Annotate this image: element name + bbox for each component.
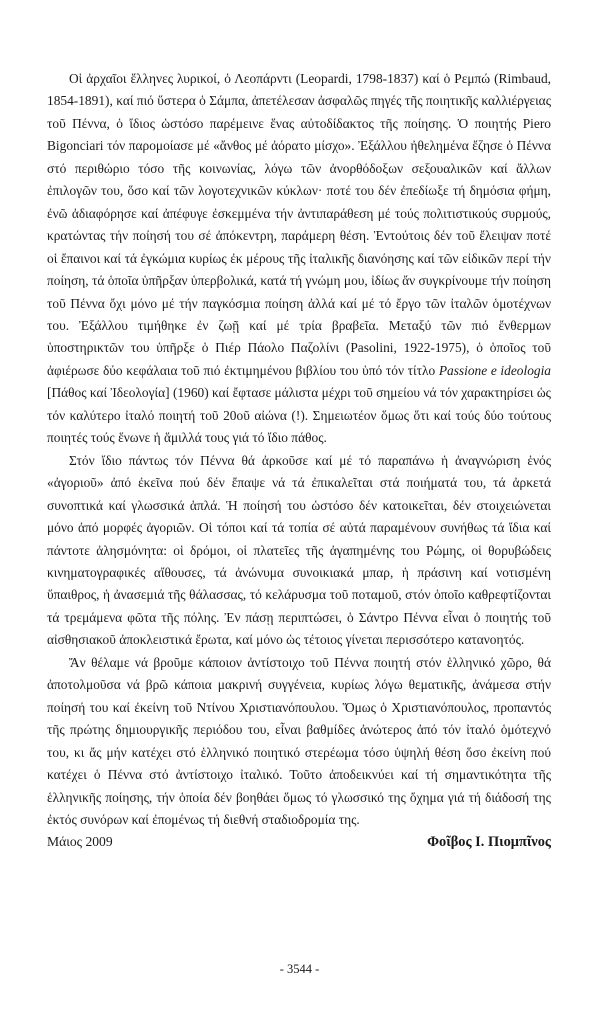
book-title-italic: Passione e ideologia	[438, 362, 551, 378]
paragraph-2: Στόν ἴδιο πάντως τόν Πέννα θά ἀρκοῦσε καί μέ τό παραπάνω ἡ ἀναγνώριση ἑνός «ἀγοριοῦ» ἀπό ἐκεῖνα πού δέν ἔπαψε νά τά ἐπικαλεῖται στά ποιήματά του, τά ἀρκετά συνοπτικά καί γλωσσικά ἁπλά. Ἡ ποίησή του ὡστόσο δέν κατοικεῖται, δέν στοιχειώνεται μόνο ἀπό μορφές ἀγοριῶν. Οἱ τόποι καί τά τοπία σέ αὐτά παραμένουν συνήθως τά ἴδια καί πάντοτε ἀλησμόνητα: οἱ δρόμοι, οἱ πλατεῖες τῆς ἀγαπημένης του Ρώμης, οἱ θορυβώδεις κινηματογραφικές αἴθουσες, τά ἀνώνυμα συνοικιακά μπαρ, ἡ πράσινη καί νοτισμένη ὕπαιθρος, ἡ ἀνασεμιά τῆς θάλασσας, τό κελάρυσμα τοῦ ποταμοῦ, στόν ὁποῖο καθρεφτίζονται τά τρεμάμενα φῶτα τῆς πόλης. Ἐν πάσῃ περιπτώσει, ὁ Σάντρο Πέννα εἶναι ὁ ποιητής τοῦ αἰσθησιακοῦ ἀποκλειστικά ἔρωτα, καί μόνο ὡς τέτοιος γίνεται περισσότερο κατανοητός.	[47, 452, 551, 648]
paragraph-3: Ἄν θέλαμε νά βροῦμε κάποιον ἀντίστοιχο τοῦ Πέννα ποιητή στόν ἑλληνικό χῶρο, θά ἀποτολμοῦσα νά βρῶ κάποια μακρινή συγγένεια, κυρίως λόγω θεματικῆς, ἀνάμεσα στήν ποίησή του καί ἐκείνη τοῦ Ντίνου Χριστιανόπουλου. Ὅμως ὁ Χριστιανόπουλος, προπαντός τῆς πρώτης δημιουργικῆς περιόδου του, εἶναι βαθμίδες ἀνώτερος ἀπό τόν ἰταλό ὁμότεχνό του, κι ἄς μήν κατέχει στό ἑλληνικό ποιητικό στερέωμα τόσο ὑψηλή θέση ὅσο ἐκείνη πού κατέχει ὁ Πέννα στό ἀντίστοιχο ἰταλικό. Τοῦτο ἀποδεικνύει καί τή σημαντικότητα τῆς ἑλληνικῆς ποίησης, τήν ὁποία δέν βοηθάει ὅμως τό γλωσσικό της ὄχημα γιά τή διάδοσή της ἐκτός συνόρων καί ἐπομένως τή διεθνή σταδιοδρομία της.	[47, 654, 551, 827]
page-number: - 3544 -	[279, 962, 320, 976]
article-text	[47, 68, 551, 853]
signature-row	[47, 831, 551, 853]
author-signature: Φοῖβος Ι. Πιομπῖνος	[427, 834, 551, 851]
date-line: Μάιος 2009	[47, 834, 113, 850]
paragraph-1-continuation: [Πάθος καί Ἰδεολογία] (1960) καί ἔφτασε μάλιστα μέχρι τοῦ σημείου νά τόν χαρακτηρίσει ὡς τόν καλύτερο ἰταλό ποιητή τοῦ 20οῦ αἰώνα (!). Σημειωτέον ὅμως ὅτι καί τούς δύο τούτους ποιητές τούς ἕνωνε ἡ ἅμιλλά τους γιά τό ἴδιο πάθος.	[47, 385, 551, 446]
paragraph-1-text: Οἱ ἀρχαῖοι ἕλληνες λυρικοί, ὁ Λεοπάρντι (Leopardi, 1798-1837) καί ὁ Ρεμπώ (Rimbaud, 1854-1891), καί πιό ὕστερα ὁ Σάμπα, ἀπετέλεσαν ἀσφαλῶς πηγές τῆς ποιητικῆς καλλιέργειας τοῦ Πέννα, ὁ ἴδιος ὡστόσο παρέμεινε ἕνας αὐτοδίδακτος τῆς ποίησης. Ὁ ποιητής Piero Bigonciari τόν παρομοίασε μέ «ἄνθος μέ ἀόρατο μίσχο». Ἐξάλλου ἠθελημένα ἔζησε ὁ Πέννα στό περιθώριο τόσο τῆς κοινωνίας, λόγω τῶν ἀνορθόδοξων σεξουαλικῶν καί ἄλλων ἐπιλογῶν του, ὅσο καί τῶν λογοτεχνικῶν κύκλων· ποτέ του δέν ἐπεδίωξε τή δημόσια φήμη, ἐνῶ ἀδιαφόρησε καί ἀπέφυγε ἐσκεμμένα τήν ἀντιπαράθεση μέ τούς πολιτιστικούς συρμούς, κρατώντας τήν ποίησή του σέ ἀπόκεντρη, παράμερη θέση. Ἐντούτοις δέν τοῦ ἔλειψαν ποτέ οἱ ἔπαινοι καί τά ἐγκώμια κυρίως ἐκ μέρους τῆς ἰταλικῆς διανόησης καί τῶν εἰδικῶν περί τήν ποίηση, τά ὁποῖα ὑπῆρξαν ὑπερβολικά, κατά τή γνώμη μου, ἰδίως ἄν συγκρίνουμε τήν ποίηση τοῦ Πέννα ὄχι μόνο μέ τήν παγκόσμια ποίηση ἀλλά καί μέ τό ἔργο τῶν ἰταλῶν ὁμοτέχνων του. Ἐξάλλου τιμήθηκε ἐν ζωῇ καί μέ τρία βραβεῖα. Μεταξύ τῶν πιό ἔνθερμων ὑποστηρικτῶν του ὑπῆρξε ὁ Πιέρ Πάολο Παζολίνι (Pasolini, 1922-1975), ὁ ὁποῖος τοῦ ἀφιέρωσε δύο κεφάλαια τοῦ πιό ἐκτιμημένου βιβλίου του ὑπό τόν τίτλο	[47, 71, 551, 378]
paragraph-1	[47, 68, 551, 450]
